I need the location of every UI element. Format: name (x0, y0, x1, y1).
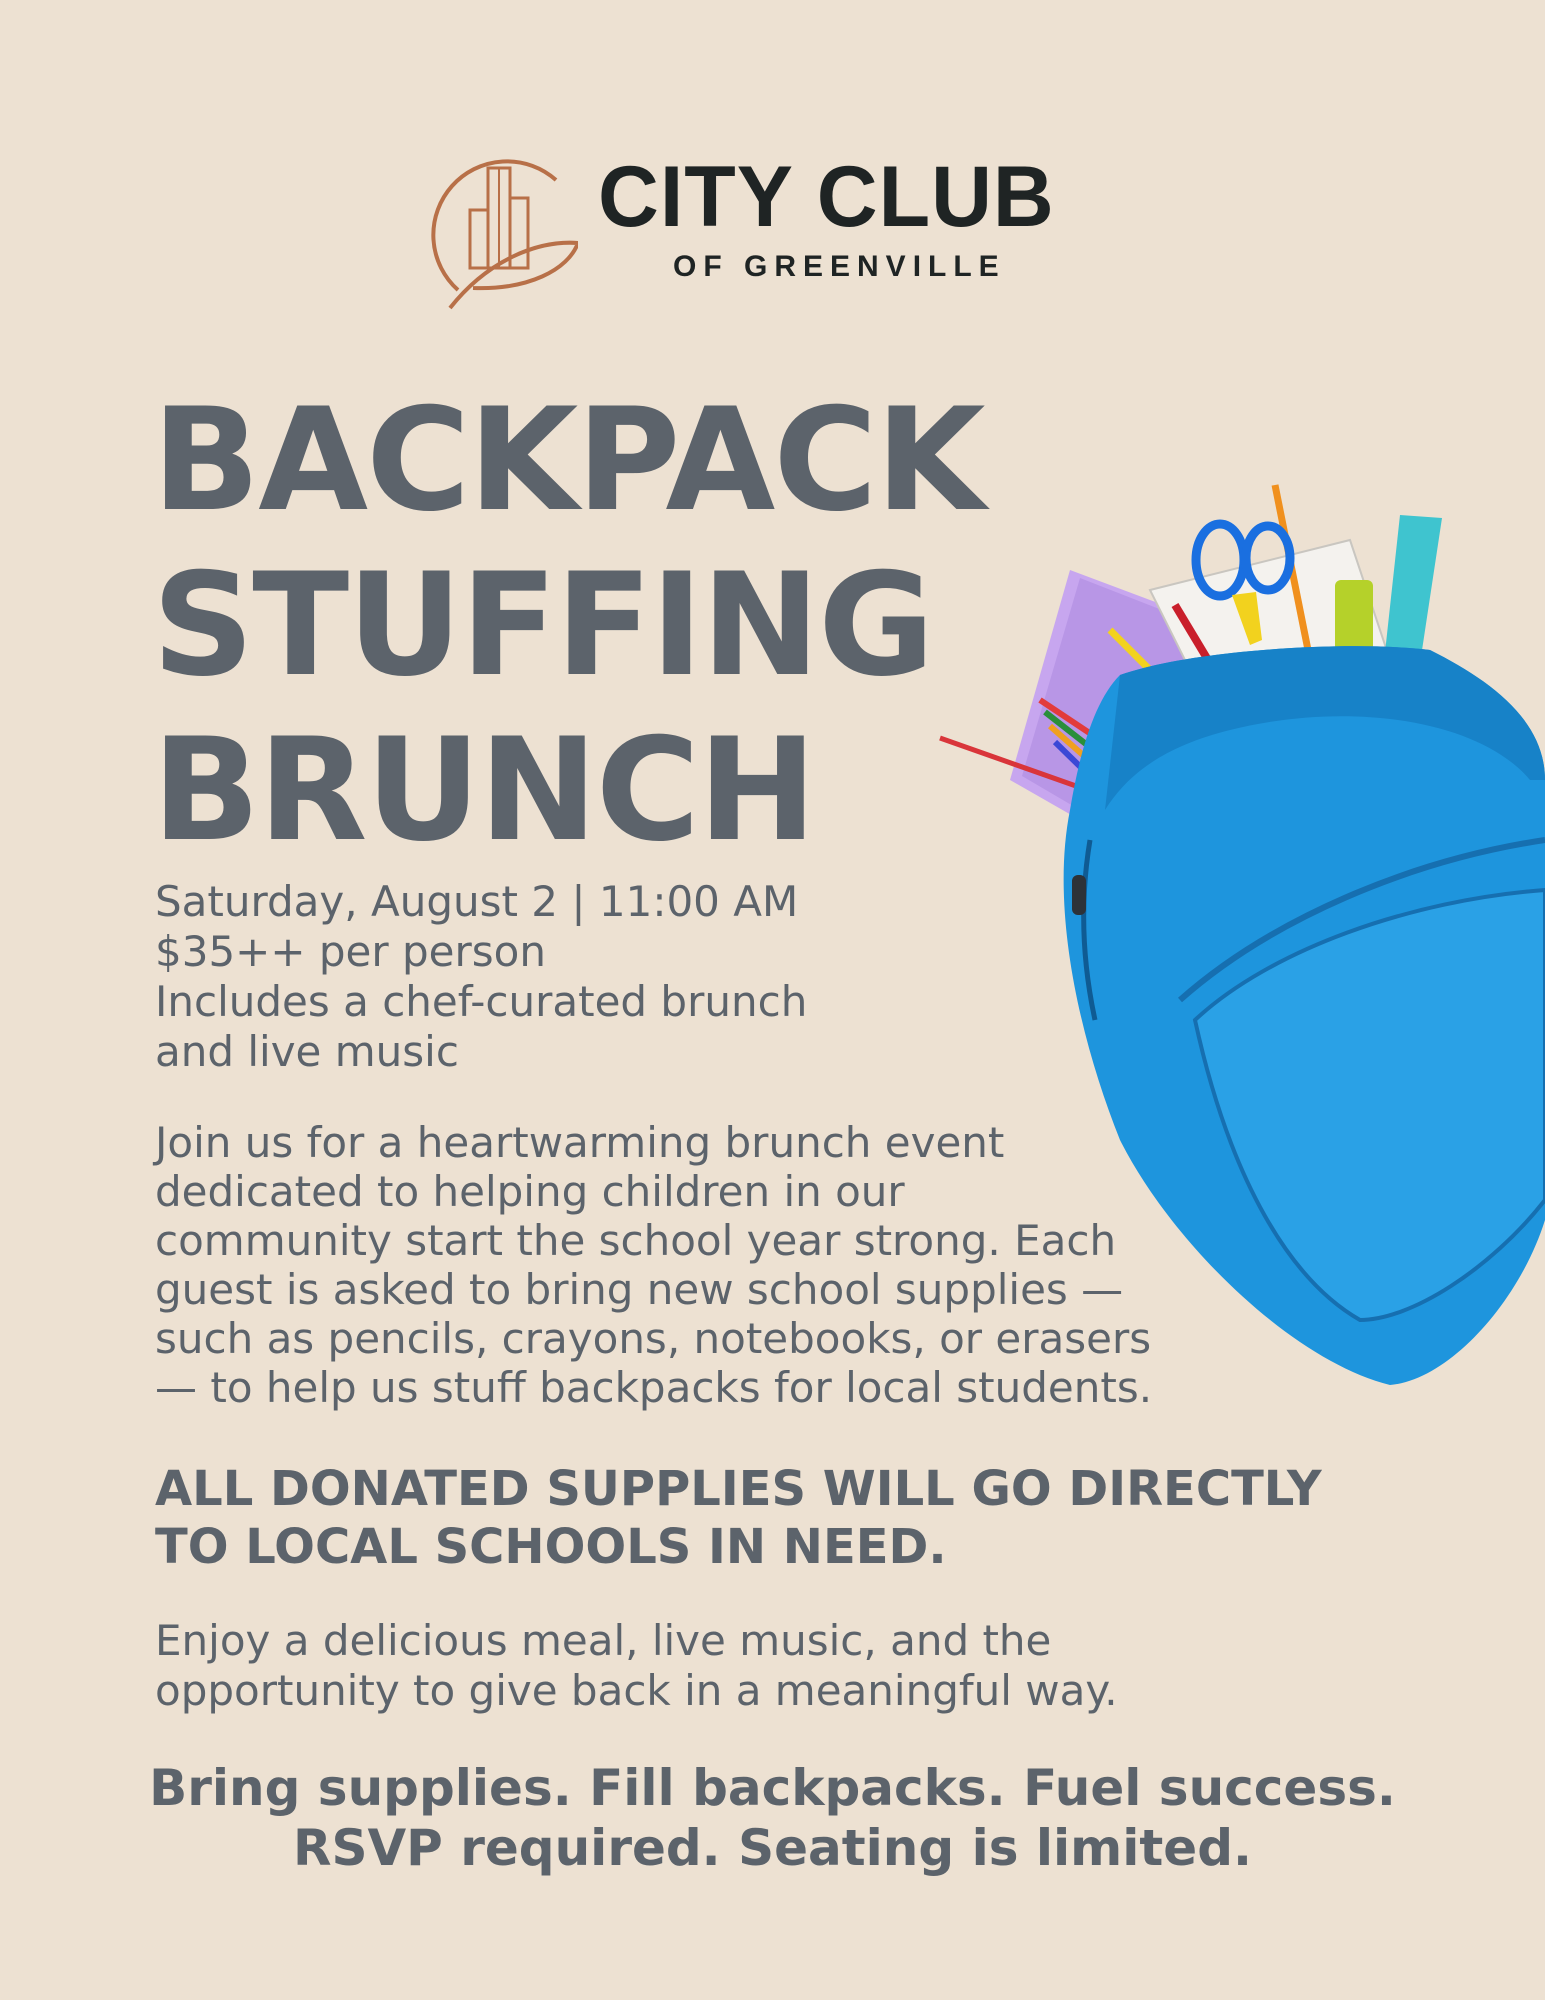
emphasis-line: ALL DONATED SUPPLIES WILL GO DIRECTLY (155, 1461, 1322, 1517)
city-skyline-leaf-icon (428, 140, 578, 315)
description-line: dedicated to helping children in our (155, 1167, 905, 1216)
tagline-line: Bring supplies. Fill backpacks. Fuel success. (149, 1759, 1396, 1817)
description-line: — to help us stuff backpacks for local students. (155, 1363, 1153, 1412)
event-includes: Includes a chef-curated brunch (155, 977, 808, 1026)
title-line: STUFFING (152, 543, 933, 708)
description-line: such as pencils, crayons, notebooks, or erasers (155, 1314, 1152, 1363)
title-line: BRUNCH (152, 708, 815, 873)
event-date-time: Saturday, August 2 | 11:00 AM (155, 877, 799, 926)
event-price: $35++ per person (155, 927, 546, 976)
city-club-logo (428, 140, 1108, 315)
closing-text (155, 1616, 1305, 1716)
backpack-with-school-supplies-image (930, 480, 1545, 1385)
description-line: Join us for a heartwarming brunch event (155, 1118, 1005, 1167)
description-line: guest is asked to bring new school supplies — (155, 1265, 1124, 1314)
event-includes-cont: and live music (155, 1027, 459, 1076)
closing-line: opportunity to give back in a meaningful way. (155, 1666, 1118, 1715)
logo-name: CITY CLUB (598, 149, 1055, 245)
donation-statement (155, 1460, 1405, 1576)
event-details (155, 877, 915, 1077)
emphasis-line: TO LOCAL SCHOOLS IN NEED. (155, 1519, 947, 1575)
description-line: community start the school year strong. Each (155, 1216, 1117, 1265)
title-line: BACKPACK (152, 378, 984, 543)
tagline (0, 1758, 1545, 1878)
tagline-line: RSVP required. Seating is limited. (292, 1819, 1253, 1877)
event-title (152, 378, 984, 873)
closing-line: Enjoy a delicious meal, live music, and the (155, 1616, 1052, 1665)
logo-subtitle: OF GREENVILLE (673, 250, 1006, 283)
